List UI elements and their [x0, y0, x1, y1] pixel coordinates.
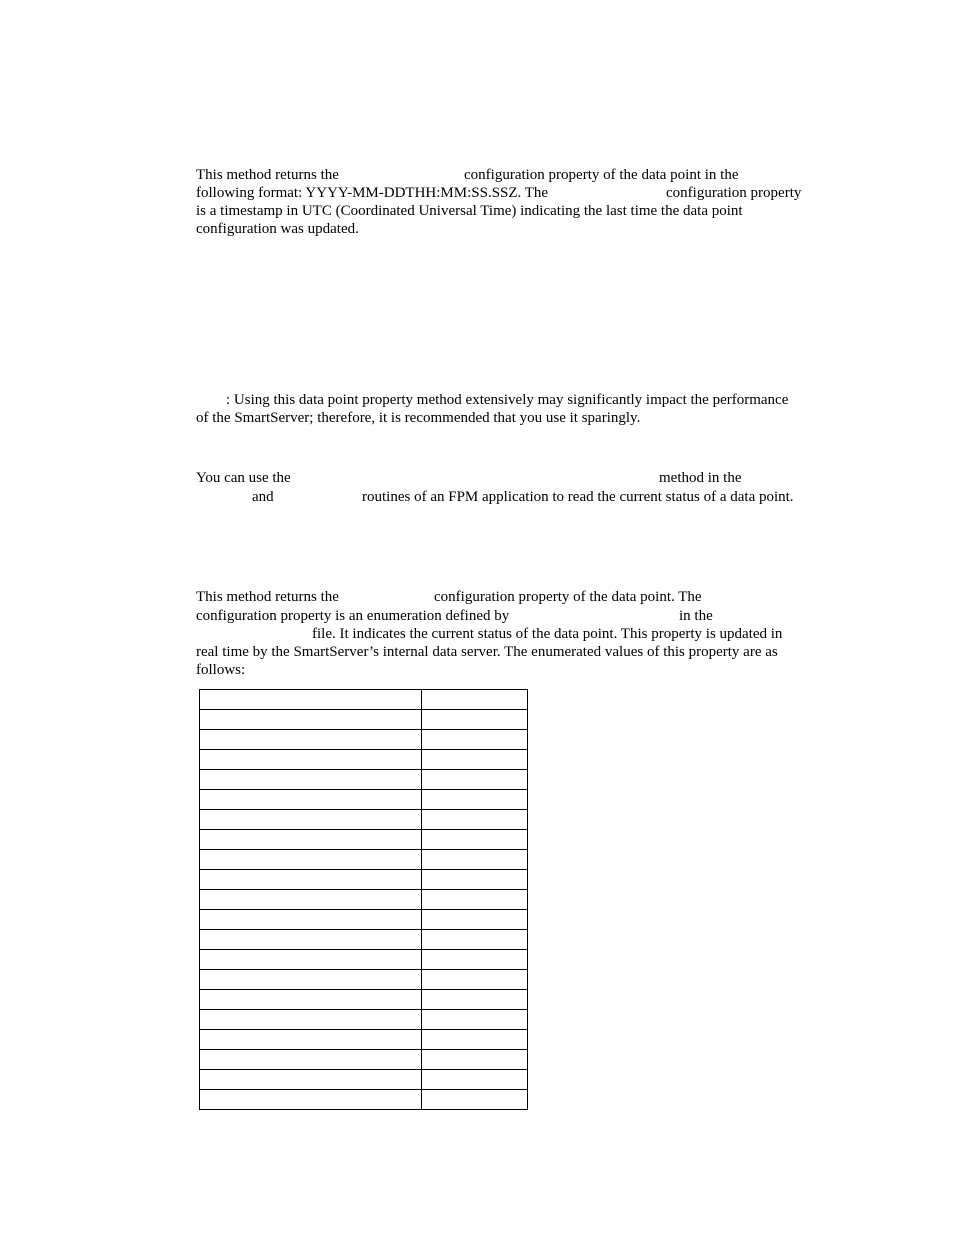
enum-name-cell — [200, 890, 422, 910]
table-row — [200, 770, 528, 790]
table-row — [200, 950, 528, 970]
table-row — [200, 890, 528, 910]
section2-line-1b: configuration property of the data point. The — [434, 589, 702, 605]
table-row — [200, 730, 528, 750]
enum-name-cell — [200, 830, 422, 850]
enum-value-cell — [422, 730, 528, 750]
enum-value-cell — [422, 770, 528, 790]
enum-name-cell — [200, 950, 422, 970]
enum-name-cell — [200, 1050, 422, 1070]
section1-line-3: is a timestamp in UTC (Coordinated Universal Time) indicating the last time the data point — [196, 203, 743, 219]
table-row — [200, 750, 528, 770]
enum-value-cell — [422, 1070, 528, 1090]
enum-value-cell — [422, 1030, 528, 1050]
enum-value-cell — [422, 1090, 528, 1110]
section1-line-1a: This method returns the — [196, 167, 339, 183]
enum-name-cell — [200, 850, 422, 870]
enum-name-cell — [200, 810, 422, 830]
enum-value-cell — [422, 870, 528, 890]
enum-value-cell — [422, 810, 528, 830]
enum-value-cell — [422, 910, 528, 930]
enum-table-body — [200, 690, 528, 1110]
usage-line-2a: and — [252, 489, 274, 505]
table-row — [200, 790, 528, 810]
enum-name-cell — [200, 1070, 422, 1090]
table-row — [200, 1030, 528, 1050]
usage-line-1a: You can use the — [196, 470, 291, 486]
table-row — [200, 1050, 528, 1070]
table-row — [200, 690, 528, 710]
enum-value-cell — [422, 790, 528, 810]
table-row — [200, 970, 528, 990]
table-row — [200, 990, 528, 1010]
enum-name-cell — [200, 770, 422, 790]
enum-name-cell — [200, 690, 422, 710]
enum-name-cell — [200, 930, 422, 950]
section2-line-5: follows: — [196, 662, 246, 678]
section2-line-2a: configuration property is an enumeration defined by — [196, 608, 510, 624]
enum-table — [199, 689, 528, 1110]
enum-name-cell — [200, 970, 422, 990]
enum-value-cell — [422, 990, 528, 1010]
enum-value-cell — [422, 1010, 528, 1030]
section2-line-3: file. It indicates the current status of the data point. This property is updated in — [312, 626, 783, 642]
enum-value-cell — [422, 690, 528, 710]
table-row — [200, 1090, 528, 1110]
enum-name-cell — [200, 990, 422, 1010]
section2-line-4: real time by the SmartServer’s internal data server. The enumerated values of this property are as — [196, 644, 778, 660]
enum-name-cell — [200, 910, 422, 930]
enum-value-cell — [422, 710, 528, 730]
enum-name-cell — [200, 1010, 422, 1030]
enum-value-cell — [422, 850, 528, 870]
usage-line-2b: routines of an FPM application to read the current status of a data point. — [362, 489, 794, 505]
enum-value-cell — [422, 890, 528, 910]
usage-line-1b: method in the — [659, 470, 742, 486]
section1-line-1b: configuration property of the data point in the — [464, 167, 739, 183]
enum-value-cell — [422, 1050, 528, 1070]
note-line-2: of the SmartServer; therefore, it is recommended that you use it sparingly. — [196, 410, 641, 426]
table-row — [200, 850, 528, 870]
enum-name-cell — [200, 750, 422, 770]
enum-name-cell — [200, 710, 422, 730]
section2-line-2b: in the — [679, 608, 713, 624]
enum-name-cell — [200, 870, 422, 890]
table-row — [200, 710, 528, 730]
section1-line-2b: configuration property — [666, 185, 802, 201]
enum-name-cell — [200, 790, 422, 810]
enum-value-cell — [422, 830, 528, 850]
note-line-1: : Using this data point property method extensively may significantly impact the performance — [226, 392, 789, 408]
enum-name-cell — [200, 1030, 422, 1050]
table-row — [200, 870, 528, 890]
enum-value-cell — [422, 950, 528, 970]
table-row — [200, 910, 528, 930]
section2-line-1a: This method returns the — [196, 589, 339, 605]
table-row — [200, 930, 528, 950]
enum-value-cell — [422, 930, 528, 950]
table-row — [200, 830, 528, 850]
table-row — [200, 1070, 528, 1090]
enum-value-cell — [422, 970, 528, 990]
table-row — [200, 810, 528, 830]
table-row — [200, 1010, 528, 1030]
section1-line-2a: following format: YYYY-MM-DDTHH:MM:SS.SSZ. The — [196, 185, 549, 201]
enum-value-cell — [422, 750, 528, 770]
enum-name-cell — [200, 1090, 422, 1110]
section1-line-4: configuration was updated. — [196, 221, 359, 237]
enum-name-cell — [200, 730, 422, 750]
